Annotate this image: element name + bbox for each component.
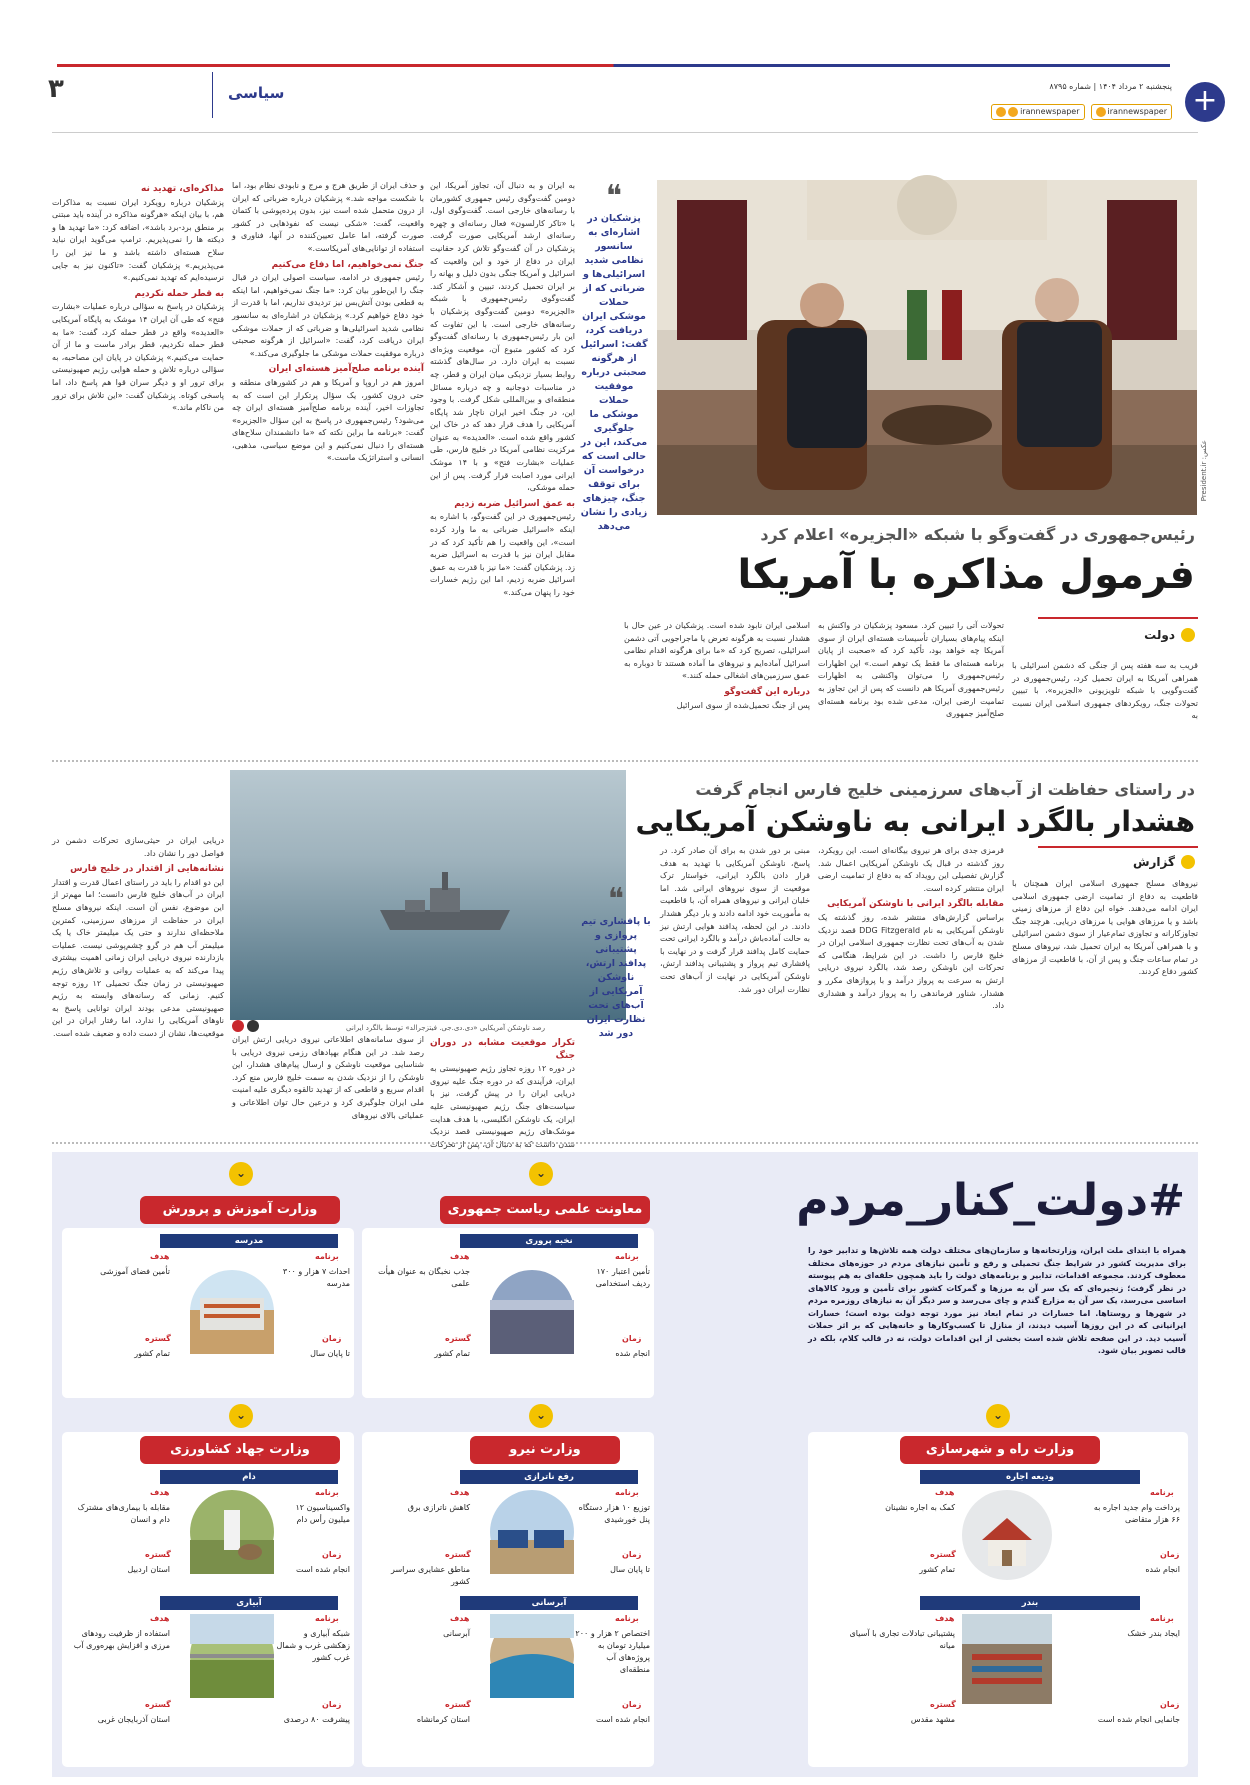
goal-value: مقابله با بیماری‌های مشترک دام و انسان [77, 1503, 170, 1524]
caption-icons [232, 1020, 259, 1032]
livestock-photo [190, 1490, 274, 1574]
a1-col4: به ایران و به دنبال آن، تجاوز آمریکا، این دومین گفت‌وگوی رئیس جمهوری کشورمان با رسانه‌های خارجی است. گفت‌وگوی اول، با «تاکر کارلسون» فعال رسانه‌ای و چهره رسانه‌ای ارشد آمریکایی صورت گرفت. پزشکیان در آن گفت‌وگو تلاش کرد حقانیت ایران در دفاع از خود و این واقعیت که اسرائیل و آمریکا جنگی بدون دلیل و بهانه را بر ایران تحمیل کردند، تبیین و آشکار کند. گفت‌وگوی رئیس‌جمهوری با شبکه «الجزیره» دومین گفت‌وگوی پزشکیان با رسانه‌های خارجی است. با این تفاوت که این بار رئیس‌جمهوری با رسانه‌ای گفت‌وگو کرد که کشور متبوع آن، موقعیت ویژه‌ای نسبت به ایران دارد. در سال‌های گذشته روابط بسیار نزدیکی میان ایران و قطر، چه در مناسبات دوجانبه و چه درباره مسائل منطقه‌ای و بین‌المللی شکل گرفت. با وجود این، در جنگ اخیر ایران ناچار شد پایگاه آمریکایی را هدف قرار دهد که در خاک این کشور واقع شده است. «العدیده» به عنوان مرکزیت نظامی آمریکا در خلیج فارس، طی عملیات «بشارت فتح» و با ۱۴ موشک ایرانی مورد اصابت قرار گرفت. پس از این حمله موشکی، به عمق اسرائیل ضربه زدیم رئیس‌جمهوری در این گفت‌وگو، با اشاره به اینکه «اسرائیل ضرباتی به ما وارد کرده است»، این واقعیت را هم تأکید کرد که در مقابل ایران نیز با قدرت به اسرائیل ضربه زد. پزشکیان گفت: «ما نیز با قدرت به عمق اسرائیل ضربه زدیم، اما این رژیم خسارات خود را پنهان می‌کند.» [430, 181, 576, 597]
camera-icon [247, 1020, 259, 1032]
goal-value-2: پشتیبانی تبادلات تجاری با آسیای میانه [849, 1629, 955, 1650]
goal-value-2: آبرسانی [443, 1629, 470, 1638]
card-subhead-2: آبرسانی [460, 1596, 638, 1610]
section-divider [52, 760, 1198, 762]
tag-dot-icon [1181, 855, 1195, 869]
card-subhead: دام [160, 1470, 338, 1484]
a1-col1: قریب به سه هفته پس از جنگی که دشمن اسرائیلی با همراهی آمریکا به ایران تحمیل کرد، رئیس‌جمهوری در گفت‌وگویی با شبکه تلویزیونی «الجزیره»، با تبیین تحولات جنگ، رویکردهای جمهوری اسلامی ایران نسبت به [1012, 661, 1198, 721]
dam-photo [490, 1614, 574, 1698]
scope-value: تمام کشور [434, 1349, 470, 1358]
chevron-down-icon: ⌄ [229, 1162, 253, 1186]
accent-rule [1038, 617, 1198, 619]
time-value-2: انجام شده است [596, 1715, 650, 1724]
program-value-2: ایجاد بندر خشک [1127, 1629, 1180, 1638]
pullquote-1: ❝ پزشکیان در اشاره‌ای به سانسور نظامی شدید اسرائیلی‌ها و ضرباتی که از حملات موشکی ایران دریافت کرد، گفت: اسرائیل از هرگونه صحبتی درباره موفقیت حملات موشکی ما جلوگیری می‌کند، این در حالی است که درخواست آن برای توقف جنگ، چیزهای زیادی را نشان می‌دهد [580, 179, 648, 532]
a2-col6: دریایی ایران در حیثی‌سازی تحرکات دشمن در فواصل دور را نشان داد. نشانه‌هایی از اقتدار در خلیج فارس این دو اقدام را باید در راستای اعمال قدرت و اقتدار ایران در آب‌های خلیج فارس دانست؛ اما مهم‌تر از این موضوع، نفس آن است. اینکه نیروهای مسلح ایران در حفاظت از مرزهای سرزمینی، کمترین ملاحظه‌ای ندارند و حتی یک میلیمتر خاک یا یک میلیمتر آب هم در گرو چشم‌پوشی نیست. عملیات بازدارنده نیروی دریایی ایران زمانی اهمیت بیشتری پیدا می‌کند که به عملیات روانی و تلاش‌های رژیم صهیونیستی در زمان جنگ تحمیلی ۱۲ روزه توجه کنیم. زمانی که رسانه‌های وابسته به رژیم صهیونیستی مدعی بودند ایران توانایی پاسخ به ناوهای آمریکایی را ندارد، اما رفتار ایران در این موقعیت‌ها، نشان از دست داده و ضعیف شده است. [52, 836, 224, 1038]
program-value: توزیع ۱۰ هزار دستگاه پنل خورشیدی [578, 1503, 650, 1524]
goal-value-2: استفاده از ظرفیت رودهای مرزی و افزایش بهره‌وری آب [73, 1629, 170, 1650]
program-value-2: اختصاص ۲ هزار و ۲۰۰ میلیارد تومان به پروژه‌های آب منطقه‌ای [575, 1629, 650, 1674]
time-value-2: پیشرفت ۸۰ درصدی [283, 1715, 350, 1724]
subhead: درباره این گفت‌وگو [724, 686, 810, 697]
instagram-icon [1096, 107, 1106, 117]
subhead: به قطر حمله نکردیم [134, 288, 224, 299]
destroyer-photo [230, 770, 626, 1020]
social-row [991, 104, 1172, 120]
card-title: وزارت راه و شهرسازی [900, 1436, 1100, 1464]
a2-col5: از سوی سامانه‌های اطلاعاتی نیروی دریایی ارتش ایران رصد شد. در این هنگام بهپادهای رزمی نیروی دریایی با شناسایی موقعیت ناوشکن و ارسال پیام‌های هشدار، این ناوشکن را از نزدیک شدن به سمت خلیج فارس منع کرد. اقدام سریع و قاطعی که از تهدید تالقوه دیگری علیه امنیت ملی ایران جلوگیری کرد و درعین حال توان اطلاعاتی و عملیاتی بالای نیروهای [232, 1035, 424, 1120]
twitter-icon [1008, 107, 1018, 117]
card-subhead-2: بندر [920, 1596, 1140, 1610]
a2-col2: قرمزی جدی برای هر نیروی بیگانه‌ای است. این رویکرد، روز گذشته در قبال یک ناوشکن آمریکایی اعمال شد. گزارش تفصیلی این رویداد که به دفاع از تمامیت ارضی ایران منتشر کرده است. مقابله بالگرد ایرانی با ناوشکن آمریکایی براساس گزارش‌های منتشر شده، روز گذشته یک ناوشکن آمریکایی به نام DDG Fitzgerald قصد نزدیک شدن به آب‌های تحت نظارت جمهوری اسلامی ایران در خلیج فارس را داشت. در این شرایط، هنگامی که تحرکات این ناوشکن رصد شد، بالگرد نیروی دریایی ارتش به سرعت به پرواز درآمد و با پروازهای مکرر و هشدار، شناور فرماندهی را به پرواز درآمد و هشداری داد. [818, 846, 1004, 1011]
accent-rule [1038, 846, 1198, 848]
a2-col1: نیروهای مسلح جمهوری اسلامی ایران همچنان با قاطعیت به دفاع از تمامیت ارضی جمهوری اسلامی ایران ادامه می‌دهند. خواه این دفاع از مرزهای زمینی باشد و یا مرزهای هوایی یا مرزهای دریایی. هرچند جنگ تجاوزکارانه و تجاوزی تمام‌عیار از سوی دشمن اسرائیلی و با همراهی آمریکا به ایران تحمیل شد، نیروهای مسلح در تمام ساعات جنگ و پس از آن، با قاطعیت از مرزهای کشور دفاع کردند. [1012, 879, 1198, 977]
scope-value-2: استان کرمانشاه [416, 1715, 470, 1724]
page-number: ۳ [48, 74, 64, 104]
quote-icon: ❝ [605, 179, 623, 214]
irrigation-photo [190, 1614, 274, 1698]
subhead: آینده برنامه صلح‌آمیز هسته‌ای ایران [268, 364, 424, 375]
time-value-2: جانمایی انجام شده است [1097, 1715, 1180, 1724]
program-value: واکسیناسیون ۱۲ میلیون رأس دام [295, 1503, 350, 1524]
subhead: به عمق اسرائیل ضربه زدیم [454, 498, 575, 509]
card-title: وزارت آموزش و پرورش [140, 1196, 340, 1224]
tag-gozaresh: گزارش [1133, 855, 1195, 869]
a1-col6: مذاکره‌ای، تهدید نه پزشکیان درباره رویکرد ایران نسبت به مذاکرات هم، با بیان اینکه «هرگونه مذاکره در آینده باید مبتنی بر منطق برد-برد باشد»، اضافه کرد: «ما تهدید ها و دیکته ها را نمی‌پذیریم. ترامپ می‌گوید ایران نباید سلاح هسته‌ای داشته باشد و ما نیز این را می‌پذیریم.» پزشکیان گفت: «تاکنون نیز به جایی نرسیده‌ایم که تهدید نمی‌کنیم.» به قطر حمله نکردیم پزشکیان در پاسخ به سؤالی درباره عملیات «بشارت فتح» که طی آن ایران ۱۴ موشک به پایگاه آمریکایی «العدیده» واقع در قطر حمله کرد، گفت: «ما به قطر حمله نکردیم، قطر برادر ماست و ما از آن حمایت می‌کنیم.» پزشکیان در پایان این مصاحبه، به سؤالی درباره تلاش و حمله هوایی رژیم صهیونیستی برای ترور او و دیگر سران قوا هم پاسخ داد، اما پاسخی کوتاه. پزشکیان گفت: «این تلاش برای ترور من ناکام ماند.» [52, 184, 224, 413]
logo-icon [232, 1020, 244, 1032]
scope-value-2: استان آذربایجان غربی [97, 1715, 170, 1724]
tag-dowlat: دولت [1144, 628, 1195, 642]
scope-value: تمام کشور [919, 1565, 955, 1574]
a2-col3: مبنی بر دور شدن به برای آن صادر کرد. در پاسخ، ناوشکن آمریکایی با تهدید به هدف قرار دادن بالگرد ایرانی، خواستار ترک موقعیت از سوی نیروهای ایرانی شد. اما خلبان ایرانی و نیروهای همراه آن، با قاطعیت به مأموریت خود ادامه دادند و بار دیگر هشدار دادند. در این لحظه، پدافند هوایی ارتش نیز به حالت آماده‌باش درآمد و بالگرد ایرانی تحت حمایت کامل پدافند قرار گرفت و در نهایت با پافشاری تیم پرواز و پشتیبانی پدافند ارتش، ناوشکن آمریکایی در نهایت از آب‌های تحت نظارت ایران دور شد. [660, 846, 810, 994]
section-divider-2 [52, 1142, 1198, 1144]
top-color-bar [57, 64, 1170, 67]
chevron-down-icon: ⌄ [986, 1404, 1010, 1428]
article1-headline: فرمول مذاکره با آمریکا [737, 552, 1195, 598]
goal-value: کاهش ناترازی برق [407, 1503, 470, 1512]
time-value: تا پایان سال [610, 1565, 650, 1574]
program-value: پرداخت وام جدید اجاره به ۶۶ هزار متقاضی [1093, 1503, 1180, 1524]
tag-dot-icon [1181, 628, 1195, 642]
scope-value: تمام کشور [134, 1349, 170, 1358]
elite-photo [490, 1270, 574, 1354]
card-subhead: ودیعه اجاره [920, 1470, 1140, 1484]
card-title: وزارت جهاد کشاورزی [140, 1436, 340, 1464]
quote-icon: ❝ [607, 882, 625, 917]
goal-value: جذب نخبگان به عنوان هیأت علمی [378, 1267, 470, 1288]
chevron-down-icon: ⌄ [229, 1404, 253, 1428]
card-subhead: نخبه پروری [460, 1234, 638, 1248]
subhead: جنگ نمی‌خواهیم، اما دفاع می‌کنیم [271, 259, 424, 270]
solar-photo [490, 1490, 574, 1574]
card-subhead: مدرسه [160, 1234, 338, 1248]
card-title: وزارت نیرو [470, 1436, 620, 1464]
house-photo [962, 1490, 1052, 1580]
time-value: انجام شده [1145, 1565, 1180, 1574]
goal-value: کمک به اجاره نشینان [885, 1503, 955, 1512]
a1-col2: تحولات آتی را تبیین کرد. مسعود پزشکیان در واکنش به اینکه پیام‌های بسیاران تأسیسات هسته‌ای ایران از سوی آمریکا چه خواهد بود، تأکید کرد که «صحبت از پایان برنامه هسته‌ای ما فقط یک توهم است.» این اظهارات رئیس‌جمهوری را می‌توان واکنشی به اظهارات رئیس‌جمهوری آمریکا هم دانست که پس از این تجاوز به تمامیت ارضی ایران، مدعی شده بود برنامه هسته‌ای صلح‌آمیز جمهوری [818, 621, 1004, 719]
chevron-down-icon: ⌄ [529, 1404, 553, 1428]
time-value: تا پایان سال [310, 1349, 350, 1358]
subhead: نشانه‌هایی از اقتدار در خلیج فارس [70, 864, 224, 875]
port-photo [962, 1614, 1052, 1704]
interview-photo [657, 180, 1197, 515]
chevron-down-icon: ⌄ [529, 1162, 553, 1186]
program-value: احداث ۷ هزار و ۳۰۰ مدرسه [282, 1267, 350, 1288]
goal-value: تأمین فضای آموزشی [100, 1267, 170, 1276]
subhead: تکرار موقعیت مشابه در دوران جنگ [430, 1038, 575, 1061]
article2-headline: هشدار بالگرد ایرانی به ناوشکن آمریکایی [635, 805, 1195, 838]
a1-col5: و حذف ایران از طریق هرج و مرج و نابودی نظام بود، اما با شکست مواجه شد.» پزشکیان درباره ضرباتی که ایران از درون متحمل شده است نیز، بدون پرده‌پوشی با کتمان واقعیت، گفت: «شکی نیست که نفوذهایی در کشور صورت گرفته، اما عامل تعیین‌کننده در آنها، فناوری و استفاده از توانایی‌های آمریکاست.» جنگ نمی‌خواهیم، اما دفاع می‌کنیم رئیس جمهوری در ادامه، سیاست اصولی ایران در قبال جنگ را این‌طور بیان کرد: «ما جنگ نمی‌خواهیم، اما اینکه به قطعی بودن آتش‌بس نیز تردیدی نداریم، اما با قدرت از خود دفاع خواهیم کرد.» پزشکیان در اشاره‌ای به سانسور نظامی شدید اسرائیلی‌ها و ضرباتی که از حملات موشکی ایران دریافت کرد، گفت: «اسرائیل از هرگونه صحبتی درباره موفقیت حملات موشکی ما جلوگیری می‌کند.» آینده برنامه صلح‌آمیز هسته‌ای ایران امروز هم در اروپا و آمریکا و هم در کشورهای منطقه و حتی درون کشور، یک سؤال پرتکرار این است که به تجاوزات اخیر، آینده برنامه صلح‌آمیز هسته‌ای ایران چه می‌شود؟ رئیس‌جمهوری در پاسخ به این سؤال «الجزیره» گفت: «برنامه ما براین نکته که «ما دانشمندان سلاح‌های هسته‌ای را دنبال نمی‌کنیم و این موضع سیاسی، مذهبی، انسانی و استراتژیک ماست.» [232, 181, 424, 463]
subhead: مقابله بالگرد ایرانی با ناوشکن آمریکایی [827, 899, 1004, 910]
a1-col3: اسلامی ایران نابود شده است. پزشکیان در عین حال با هشدار نسبت به هرگونه تعرض یا ماجراجویی آتی دشمن اسرائیلی، تصریح کرد که «ما برای هرگونه اقدام نظامی اسرائیل آماده‌ایم و نیروهای ما آماده هستند تا دوباره به عمق سرزمین‌های اشغالی حمله کنند.» درباره این گفت‌وگو پس از جنگ تحمیل‌شده از سوی اسرائیل [624, 621, 810, 710]
article2-kicker: در راستای حفاظت از آب‌های سرزمینی خلیج فارس انجام گرفت [695, 780, 1195, 799]
photo-credit: عکس: President.ir [1200, 440, 1208, 502]
scope-value: استان اردبیل [127, 1565, 170, 1574]
article1-kicker: رئیس‌جمهوری در گفت‌وگو با شبکه «الجزیره» اعلام کرد [760, 525, 1195, 544]
time-value: انجام شده [615, 1349, 650, 1358]
subhead: مذاکره‌ای، تهدید نه [141, 184, 224, 194]
pullquote-2: ❝ با پافشاری تیم پروازی و پشتیبانی پدافند ارتش، ناوشکن آمریکایی از آب‌های تحت نظارت ایران دور شد [581, 882, 651, 1039]
campaign-intro: همراه با ابتدای ملت ایران، وزارتخانه‌ها و سازمان‌های مختلف دولت همه تلاش‌ها و تدابیر خود را برای مدیریت کشور در شرایط جنگ تحمیلی و رفع و تأمین نیازهای مردم در حوزه‌های مختلف معطوف کردند. مجموعه اقدامات، تدابیر و برنامه‌های دولت را باید همچون حلقه‌ای به هم پیوسته در نظر گرفت؛ زنجیره‌ای که یک سر آن به مرزها و گمرکات کشور برای تأمین و ورود کالاهای اساسی می‌رسد، یک سر آن به مزارع گندم و چای می‌رسد و سر دیگر آن به نیازهای روزمره مردم در شهرها و روستاها. اما خسارات در تمام ابعاد نیز مورد توجه دولت بوده است؛ خسارات ایرانیانی که در این روزها آسیب دیدند، از منازل تا کسب‌وکارها و خانه‌هایی که بر اثر حملات آسیب دید. در این صفحه تلاش شده است بخشی از این اقدامات دولت، نه در قالب کلام، بلکه در قالب تصویر بیان شود. [808, 1246, 1186, 1355]
program-value-2: شبکه آبیاری و زهکشی غرب و شمال غرب کشور [276, 1629, 350, 1662]
header-rule [52, 132, 1198, 133]
social-handle-2[interactable]: irannewspaper [991, 104, 1084, 120]
plus-icon[interactable]: + [1185, 82, 1225, 122]
scope-value-2: مشهد مقدس [910, 1715, 955, 1724]
school-photo [190, 1270, 274, 1354]
scope-value: مناطق عشایری سراسر کشور [391, 1565, 470, 1586]
photo-caption: رصد ناوشکن آمریکایی «دی.دی.جی. فیتزجرالد» توسط بالگرد ایرانی [346, 1024, 545, 1032]
card-subhead: رفع ناترازی [460, 1470, 638, 1484]
campaign-title: #دولت_کنار_مردم [796, 1175, 1185, 1226]
issue-line: پنجشنبه ۲ مرداد ۱۴۰۴ | شماره ۸۷۹۵ [1049, 82, 1172, 91]
section-title: سیاسی [228, 84, 285, 102]
card-title: معاونت علمی ریاست جمهوری [440, 1196, 650, 1224]
card-subhead-2: آبیاری [160, 1596, 338, 1610]
social-handle-1[interactable]: irannewspaper [1091, 104, 1172, 120]
time-value: انجام شده است [296, 1565, 350, 1574]
a2-col4: تکرار موقعیت مشابه در دوران جنگ در دوره ۱۲ روزه تجاوز رژیم صهیونیستی به ایران، فرآیندی که در دوره جنگ علیه نیروی دریایی ایران را در پیش گرفت، نیز با سیاست‌های جنگ رژیم صهیونیستی علیه ایران، یک ناوشکن انگلیسی، با هدف هدایت موشک‌های رژیم صهیونیستی قصد نزدیک شدن داشت که به دنبال آن، پس از تحرکات [430, 1038, 575, 1149]
divider [212, 72, 213, 118]
program-value: تأمین اعتبار ۱۷۰ ردیف استخدامی [595, 1267, 650, 1288]
telegram-icon [996, 107, 1006, 117]
